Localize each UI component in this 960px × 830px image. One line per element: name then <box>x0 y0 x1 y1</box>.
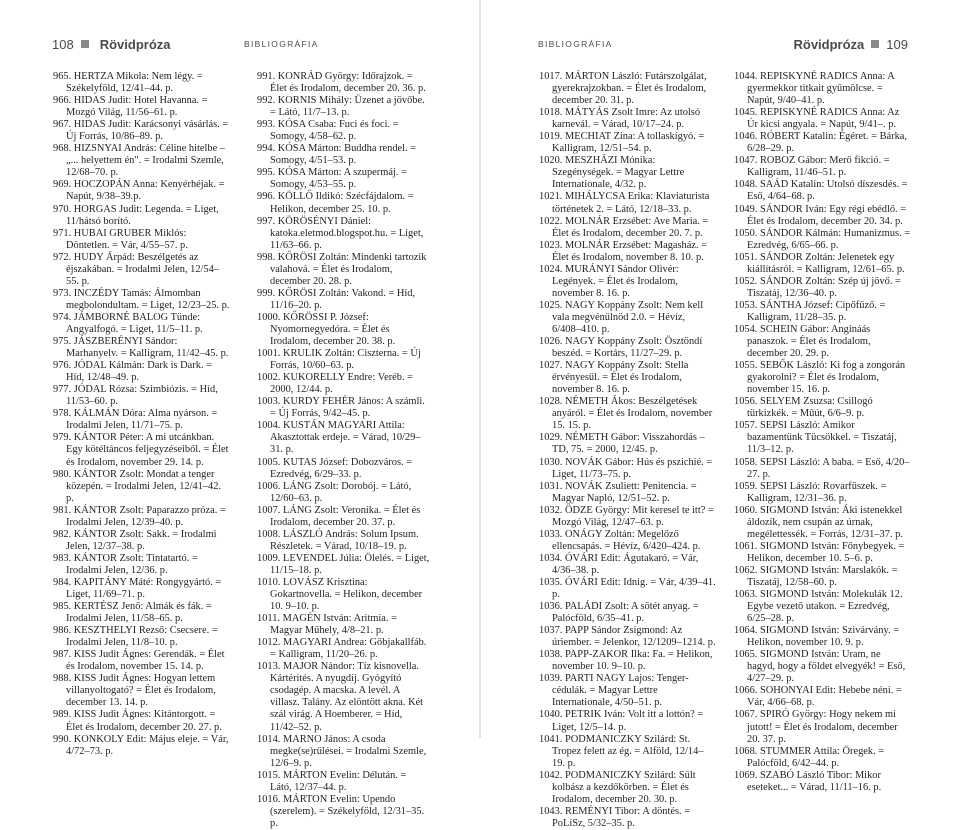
bibliography-entry: 996. KÖLLŐ Ildikó: Szécfájdalom. = Helikon, december 25. 10. p. <box>257 191 414 215</box>
bibliography-entry: 965. HERTZA Mikola: Nem légy. = Székelyföld, 12/41–44. p. <box>53 71 203 95</box>
bibliography-entry: 1025. NAGY Koppány Zsolt: Nem kell vala megvénülnöd 2.0. = Hévíz, 6/408–410. p. <box>539 299 704 335</box>
bibliography-entry: 988. KISS Judit Ágnes: Hogyan lettem villanyoltogató? = Élet és Irodalom, december 13. 14. p. <box>53 673 216 709</box>
left-page-header <box>52 34 432 54</box>
bibliography-entry: 1030. NOVÁK Gábor: Hús és pszichié. = Liget, 11/73–75. p. <box>539 456 713 480</box>
square-marker-icon <box>871 40 879 48</box>
bibliography-entry: 1041. PODMANICZKY Szilárd: St. Tropez felett az ég. = Alföld, 12/14–19. p. <box>539 733 704 769</box>
bibliography-entry: 1043. REMÉNYI Tibor: A döntés. = PoLíSz, 5/32–35. p. <box>539 805 691 829</box>
bibliography-entry: 1046. RÓBERT Katalin: Égéret. = Bárka, 6/28–29. p. <box>734 131 907 155</box>
page-gutter <box>479 0 481 738</box>
bibliography-entry: 968. HIZSNYAI András: Céline hitelbe – „... helyettem én". = Irodalmi Szemle, 12/68–70. p. <box>53 143 225 179</box>
bibliography-entry: 981. KÁNTOR Zsolt: Paparazzo próza. = Irodalmi Jelen, 12/39–40. p. <box>53 504 226 528</box>
bibliography-entry: 1019. MECHIAT Zina: A tollaskígyó. = Kalligram, 12/51–54. p. <box>539 131 705 155</box>
bibliography-entry: 969. HOCZOPÁN Anna: Kenyérhéjak. = Napút, 9/38–39.p. <box>53 179 225 203</box>
bibliography-entry: 1006. LÁNG Zsolt: Dorobój. = Látó, 12/60–63. p. <box>257 480 412 504</box>
bibliography-entry: 1061. SIGMOND István: Főnybegyek. = Helikon, december 10. 5–6. p. <box>734 540 905 564</box>
bibliography-entry: 1036. PALÁDI Zsolt: A sötét anyag. = Palócföld, 6/35–41. p. <box>539 601 699 625</box>
bibliography-entry: 984. KAPITÁNY Máté: Rongygyártó. = Liget, 11/69–71. p. <box>53 576 222 601</box>
bibliography-entry: 1049. SÁNDOR Iván: Egy régi ebédlő. = Élet és Irodalom, december 20. 34. p. <box>734 203 907 227</box>
bibliography-entry: 990. KONKOLY Edit: Május eleje. = Vár, 4/72–73. p. <box>53 733 229 757</box>
bibliography-entry: 994. KÓSA Márton: Buddha rendel. = Somogy, 4/51–53. p. <box>257 143 417 167</box>
bibliography-entry: 1007. LÁNG Zsolt: Veronika. = Élet és Irodalom, december 20. 37. p. <box>257 504 421 528</box>
bibliography-entry: 987. KISS Judit Ágnes: Gerendák. = Élet és Irodalom, november 15. 14. p. <box>53 649 225 673</box>
bibliography-entry: 1057. SEPSI László: Amikor bazamentünk Tücsökkel. = Tiszatáj, 11/3–12. p. <box>734 420 897 456</box>
bibliography-entry: 1048. SAÁD Katalin: Utolsó díszesdés. = Eső, 4/64–68. p. <box>734 179 908 203</box>
left-section-title: Rövidpróza <box>99 36 171 52</box>
bibliography-entry: 1023. MOLNÁR Erzsébet: Magasház. = Élet és Irodalom, november 8. 10. p. <box>539 239 708 263</box>
bibliography-entry: 986. KESZTHELYI Rezső: Csecsere. = Irodalmi Jelen, 11/8–10. p. <box>53 625 218 649</box>
bibliography-entry: 997. KÖRÖSÉNYI Dániel: katoka.eletmod.blogspot.hu. = Liget, 11/63–66. p. <box>257 215 424 251</box>
bibliography-entry: 1056. SELYEM Zsuzsa: Csillogó türkizkék. = Műút, 6/6–9. p. <box>734 396 873 420</box>
bibliography-entry: 1059. SEPSI László: Rovarfüszek. = Kalligram, 12/31–36. p. <box>734 480 887 504</box>
left-running-label: BIBLIOGRÁFIA <box>244 39 319 49</box>
right-page-header <box>528 34 908 54</box>
bibliography-entry: 977. JÓDAL Rózsa: Szimbiózis. = Híd, 11/53–60. p. <box>53 384 218 408</box>
bibliography-entry: 966. HIDAS Judit: Hotel Havanna. = Mozgó Világ, 11/56–61. p. <box>53 95 208 119</box>
bibliography-entry: 983. KÁNTOR Zsolt: Tintatartó. = Irodalmi Jelen, 12/36. p. <box>53 552 198 576</box>
bibliography-entry: 1015. MÁRTON Evelin: Délután. = Látó, 12/37–44. p. <box>257 769 407 793</box>
bibliography-entry: 1026. NAGY Koppány Zsolt: Ösztöndí beszéd. = Kortárs, 11/27–29. p. <box>539 336 703 360</box>
bibliography-entry: 1004. KUSTÁN MAGYARI Attila: Akasztottak erdeje. = Várad, 10/29–31. p. <box>257 420 421 456</box>
bibliography-entry: 1032. ÖDZE György: Mit keresel te itt? = Mozgó Világ, 12/47–63. p. <box>539 504 714 528</box>
bibliography-entry: 1047. ROBOZ Gábor: Merő fikció. = Kalligram, 11/46–51. p. <box>734 155 890 179</box>
bibliography-entry: 1022. MOLNÁR Erzsébet: Ave Maria. = Élet és Irodalom, december 20. 7. p. <box>539 215 709 239</box>
bibliography-entry: 1051. SÁNDOR Zoltán: Jelenetek egy kiállításról. = Kalligram, 12/61–65. p. <box>734 251 905 275</box>
bibliography-entry: 978. KÁLMÁN Dóra: Alma nyárson. = Irodalmi Jelen, 11/71–75. p. <box>53 408 218 432</box>
bibliography-entry: 973. INCZÉDY Tamás: Álmomban megbolondultam. = Liget, 12/23–25. p. <box>53 287 230 311</box>
bibliography-entry: 1045. REPISKYNÉ RADICS Anna: Az Úr kicsi angyala. = Napút, 9/41–. p. <box>734 107 900 131</box>
bibliography-entry: 1017. MÁRTON László: Futárszolgálat, gyerekrajzokban. = Élet és Irodalom, december 20. 31. p. <box>539 71 707 107</box>
bibliography-column-2 <box>257 71 430 830</box>
bibliography-entry: 1020. MESZHÁZI Mónika: Szegénységek. = Magyar Lettre Internationale, 4/32. p. <box>539 155 685 191</box>
bibliography-entry: 1064. SIGMOND István: Szivárvány. = Helikon, november 10. 9. p. <box>734 625 900 649</box>
bibliography-entry: 1060. SIGMOND István: Áki istenekkel áldozik, nem csupán az úrnak, megélettessék. = Forrás, 12/31–37. p. <box>734 504 903 540</box>
bibliography-entry: 1009. LEVENDEL Júlia: Ölelés. = Liget, 11/15–18. p. <box>257 552 430 576</box>
bibliography-entry: 974. JÁMBORNÉ BALOG Tünde: Angyalfogó. = Liget, 11/5–11. p. <box>53 311 203 335</box>
bibliography-entry: 979. KÁNTOR Péter: A mi utcánkban. Egy kötéltáncos feljegyzéseiből. = Élet és Irodalom, november 29. 14. p. <box>53 432 229 468</box>
bibliography-entry: 976. JÓDAL Kálmán: Dark is Dark. = Híd, 12/48–49. p. <box>53 360 212 384</box>
bibliography-entry: 982. KÁNTOR Zsolt: Sakk. = Irodalmi Jelen, 12/37–38. p. <box>53 528 217 552</box>
bibliography-entry: 992. KORNIS Mihály: Üzenet a jövőbe. = Látó, 11/7–13. p. <box>257 95 425 119</box>
bibliography-entry: 972. HUDY Árpád: Beszélgetés az éjszakában. = Irodalmi Jelen, 12/54–55. p. <box>53 251 220 287</box>
square-marker-icon <box>81 40 89 48</box>
bibliography-column-3 <box>539 71 716 830</box>
right-section-title: Rövidpróza <box>793 36 865 52</box>
bibliography-entry: 1050. SÁNDOR Kálmán: Humanizmus. = Ezredvég, 6/65–66. p. <box>734 227 911 251</box>
bibliography-entry: 993. KÓSA Csaba: Fuci és foci. = Somogy, 4/58–62. p. <box>257 119 399 143</box>
left-page-number: 108 <box>52 36 74 52</box>
bibliography-entry: 991. KONRÁD György: Időrajzok. = Élet és Irodalom, december 20. 36. p. <box>257 71 426 95</box>
bibliography-entry: 1002. KUKORELLY Endre: Veréb. = 2000, 12/44. p. <box>257 372 414 396</box>
bibliography-entry: 1003. KURDY FEHÉR János: A számli. = Új Forrás, 9/42–45. p. <box>257 396 425 420</box>
bibliography-entry: 1068. STUMMER Attila: Öregek. = Palócföld, 6/42–44. p. <box>734 745 885 769</box>
bibliography-entry: 1024. MURÁNYI Sándor Olivér: Legények. = Élet és Irodalom, november 8. 16. p. <box>539 263 679 299</box>
bibliography-entry: 1069. SZABÓ László Tibor: Mikor eseteket... = Várad, 11/11–16. p. <box>734 769 882 793</box>
bibliography-entry: 1028. NÉMETH Ákos: Beszélgetések anyáról. = Élet és Irodalom, november 15. 15. p. <box>539 396 713 432</box>
bibliography-entry: 1011. MAGÉN István: Aritmia. = Magyar Műhely, 4/8–21. p. <box>257 613 397 637</box>
bibliography-entry: 1038. PAPP-ZAKOR Ilka: Fa. = Helikon, november 10. 9–10. p. <box>539 649 713 673</box>
bibliography-entry: 1014. MARNO János: A csoda megke(se)rülései. = Irodalmi Szemle, 12/6–9. p. <box>257 733 427 769</box>
bibliography-entry: 1063. SIGMOND István: Molekulák 12. Egybe vezető utakon. = Ezredvég, 6/25–28. p. <box>734 589 903 625</box>
bibliography-entry: 1039. PARTI NAGY Lajos: Tenger-cédulák. = Magyar Lettre Internationale, 4/50–51. p. <box>539 673 689 709</box>
bibliography-entry: 1013. MAJOR Nándor: Tíz kisnovella. Kártérítés. A nyugdíj. Gyógyító csodagép. A macska. A levél. A villasz. Talány. Az elöntött akna. Két szál virág. A Hoemberer. = Híd, 11/42–52. p. <box>257 661 424 733</box>
bibliography-entry: 1037. PAPP Sándor Zsigmond: Az úriember. = Jelenkor, 12/1209–1214. p. <box>539 625 716 649</box>
bibliography-entry: 1000. KŐRÖSSI P. József: Nyomornegyedóra. = Élet és Irodalom, december 20. 38. p. <box>257 311 396 348</box>
bibliography-entry: 995. KÓSA Márton: A szupermáj. = Somogy, 4/53–55. p. <box>257 167 407 191</box>
bibliography-entry: 1052. SÁNDOR Zoltán: Szép új jövő. = Tiszatáj, 12/36–40. p. <box>734 275 901 299</box>
bibliography-entry: 999. KŐRÖSI Zoltán: Vakond. = Híd, 11/16–20. p. <box>257 287 416 311</box>
bibliography-entry: 1042. PODMANICZKY Szilárd: Sült kolbász a kezdőkörben. = Élet és Irodalom, december 20. 30. p. <box>539 769 696 805</box>
bibliography-entry: 967. HIDAS Judit: Karácsonyi vásárlás. = Új Forrás, 10/86–89. p. <box>53 119 229 143</box>
bibliography-entry: 1027. NAGY Koppány Zsolt: Stella érvényesül. = Élet és Irodalom, november 8. 16. p. <box>539 360 689 396</box>
bibliography-entry: 971. HUBAI GRUBER Miklós: Döntetlen. = Vár, 4/55–57. p. <box>53 227 188 251</box>
bibliography-entry: 1018. MÁTYÁS Zsolt Imre: Az utolsó karnevál. = Várad, 10/17–24. p. <box>539 107 701 131</box>
bibliography-entry: 1016. MÁRTON Evelin: Upendo (szerelem). = Székelyföld, 12/31–35. p. <box>257 793 425 829</box>
bibliography-entry: 1031. NOVÁK Zsuliett: Penitencia. = Magyar Napló, 12/51–52. p. <box>539 480 697 504</box>
bibliography-entry: 1065. SIGMOND István: Uram, ne hagyd, hogy a földet elvegyék! = Eső, 4/27–29. p. <box>734 649 906 685</box>
bibliography-entry: 1033. ONÁGY Zoltán: Megelőző ellencsapás. = Hévíz, 6/420–424. p. <box>539 528 701 552</box>
bibliography-entry: 1035. ÓVÁRI Edit: Idnig. = Vár, 4/39–41. p. <box>539 576 716 601</box>
bibliography-entry: 1021. MIHÁLYCSA Erika: Klaviaturista történetek 2. = Látó, 12/18–33. p. <box>539 191 710 215</box>
bibliography-column-4 <box>734 71 911 794</box>
bibliography-entry: 1029. NÉMETH Gábor: Visszahordás – TD, 75. = 2000, 12/45. p. <box>539 432 705 456</box>
bibliography-entry: 1001. KRULIK Zoltán: Ciszterna. = Új Forrás, 10/60–63. p. <box>257 348 421 372</box>
bibliography-entry: 1044. REPISKYNÉ RADICS Anna: A gyermekkor titkait gyűmölcse. = Napút, 9/40–41. p. <box>734 71 895 107</box>
bibliography-entry: 1054. SCHEIN Gábor: Angináás panaszok. = Élet és Irodalom, december 20. 29. p. <box>734 323 871 360</box>
bibliography-entry: 980. KÁNTOR Zsolt: Mondat a tenger közepén. = Irodalmi Jelen, 12/41–42. p. <box>53 468 222 504</box>
bibliography-entry: 1034. ÓVÁRI Edit: Águtakaró. = Vár, 4/36–38. p. <box>539 552 699 576</box>
right-running-label: BIBLIOGRÁFIA <box>538 39 613 49</box>
bibliography-entry: 1008. LÁSZLÓ András: Solum Ipsum. Részletek. = Várad, 10/18–19. p. <box>257 528 419 552</box>
bibliography-entry: 1005. KUTAS József: Dobozváros. = Ezredvég, 6/29–33. p. <box>257 456 413 480</box>
bibliography-entry: 1012. MAGYARI Andrea: Gőbjakallfáb. = Kalligram, 11/20–26. p. <box>257 637 427 661</box>
bibliography-entry: 1010. LOVÁSZ Krisztina: Gokartnovella. = Helikon, december 10. 9–10. p. <box>257 576 423 613</box>
bibliography-entry: 1066. SOHONYAI Edit: Hebebe néni. = Vár, 4/66–68. p. <box>734 685 902 709</box>
bibliography-entry: 989. KISS Judit Ágnes: Kitántorgott. = Élet és Irodalom, december 20. 27. p. <box>53 709 222 733</box>
bibliography-entry: 1058. SEPSI László: A baba. = Eső, 4/20–27. p. <box>734 456 910 480</box>
bibliography-entry: 1062. SIGMOND István: Marslakók. = Tiszatáj, 12/58–60. p. <box>734 564 898 588</box>
bibliography-entry: 1067. SPIRÓ György: Hogy nekem mi jutott! = Élet és Irodalom, december 20. 37. p. <box>734 709 898 745</box>
bibliography-entry: 985. KERTÉSZ Jenő: Almák és fák. = Irodalmi Jelen, 11/58–65. p. <box>53 601 212 625</box>
bibliography-entry: 1055. SEBŐK László: Ki fog a zongorán gyakorolni? = Élet és Irodalom, november 15. 16. p. <box>734 360 906 396</box>
bibliography-entry: 998. KŐRÖSI Zoltán: Mindenki tartozik valahová. = Élet és Irodalom, december 20. 28. p. <box>257 251 427 287</box>
bibliography-entry: 970. HORGAS Judit: Legenda. = Liget, 11/hátsó borító. <box>53 203 219 227</box>
bibliography-entry: 1040. PETRIK Iván: Volt itt a lottón? = Liget, 12/5–14. p. <box>539 709 704 733</box>
bibliography-entry: 975. JÁSZBERÉNYI Sándor: Marhanyelv. = Kalligram, 11/42–45. p. <box>53 336 229 360</box>
bibliography-column-1 <box>53 71 230 758</box>
right-page-number: 109 <box>886 36 908 52</box>
bibliography-entry: 1053. SÁNTHA József: Cipőfűző. = Kalligram, 11/28–35. p. <box>734 299 886 323</box>
